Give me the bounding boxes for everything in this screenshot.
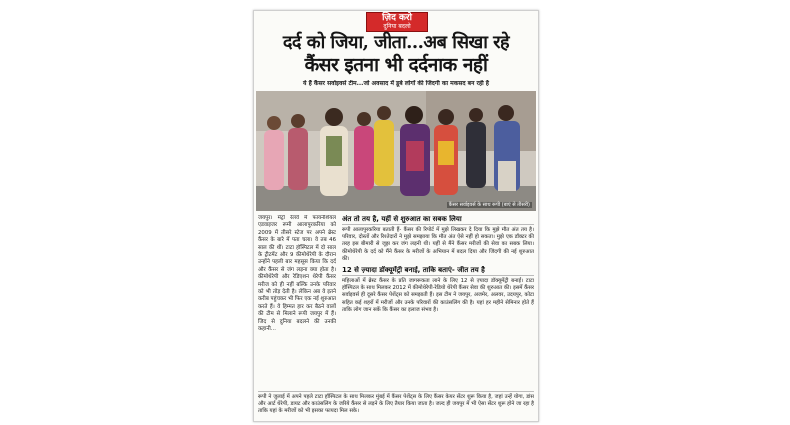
section-heading-1: अंत तो तय है, यहीं से शुरुआत का सबक लिया xyxy=(342,215,534,225)
masthead-logo xyxy=(366,12,428,32)
logo-line-2: दुनिया बदलो xyxy=(383,23,411,30)
article-body xyxy=(342,215,534,389)
section-heading-2: 12 से ज़्यादा डॉक्यूमेंट्री बनाई, ताकि बताएं- जीत तय है xyxy=(342,266,534,276)
bottom-paragraph: रूपी ने जुलाई में अपने पहले टाटा हॉस्पिटल के साथ मिलकर मुंबई में कैंसर पेशेंट्स के लिए कैंसर केयर सेंटर शुरू किया है, जहां उन्हें योगा, डांस और आर्ट थेरेपी, डायट और काउंसलिंग के जरिये कैंसर से लड़ने के लिए तैयार किया जाता है। जल्द ही जयपुर में भी ऐसा सेंटर शुरू होने जा रहा है ताकि यहां के मरीजों को भी इसका फायदा मिल सके। xyxy=(258,391,534,422)
subheadline: ये हैं कैंसर सर्वाइवर्स टीम...जो अवसाद में डूबे लोगों की जिंदगी का मकसद बन रही है xyxy=(303,80,489,87)
logo-line-1: ज़िद करो xyxy=(382,13,412,23)
photo-caption: कैंसर सर्वाइवर्स के साथ रूपी (बाएं से तीसरी) xyxy=(448,202,530,208)
group-photo-illustration xyxy=(256,91,536,211)
group-photo xyxy=(256,91,536,211)
intro-column: जयपुर। मेट्रो रेलवे में फायनेंशियल एडवाइजर रूमी आलापुरकरिया को 2009 में तीसरे स्टेज पर अपने ब्रेस्ट कैंसर के बारे में पता चला। वे तब 46 साल की थीं। टाटा हॉस्पिटल में दो साल के ट्रीटमेंट और 9 कीमोथेरेपी के दौरान उन्होंने पहली बार महसूस किया कि दर्द और कैंसर से जंग लड़ना क्या होता है। कीमोथेरेपी और रेडिएशन थेरेपी कैंसर मरीज को ही नहीं बल्कि उनके परिवार को भी तोड़ देती है। लेकिन अब वे इतने करीब पहुंचकर भी फिर एक नई शुरुआत करते हैं। वे हिम्मत हार कर बैठने वालों की टीम से मिलाने रूपी जयपुर में हैं। जिद से दुनिया बदलने की उनकी कहानी... xyxy=(258,215,336,333)
headline-line-1: दर्द को जिया, जीता...अब सिखा रहे xyxy=(282,32,510,53)
section-text-2: महिलाओं में ब्रेस्ट कैंसर के प्रति जागरूकता लाने के लिए 12 से ज़्यादा डॉक्यूमेंट्री बनाईं। टाटा हॉस्पिटल के साथ मिलकर 2012 में कीमोथेरेपी-रेडियो थेरेपी कैंसर सेवा की शुरुआत की। इसमें कैंसर सर्वाइवर्स ही दूसरे कैंसर पेशेंट्स को समझाती हैं। इस टीम ने जयपुर, अजमेर, अलवर, उदयपुर, कोटा सहित कई शहरों में मरीजों और उनके परिवारों की काउंसलिंग की है। यहां हर महीने सेमिनार होते हैं ताकि लोग जान सकें कि कैंसर का इलाज संभव है। xyxy=(342,278,534,313)
newspaper-clipping xyxy=(253,10,539,422)
headline-line-2: कैंसर इतना भी दर्दनाक नहीं xyxy=(304,54,488,76)
section-text-1: रूपी आलापुरकरिया बताती हैं- कैंसर की रिपोर्ट में मुझे लिखकर दे दिया कि मुझे मौत अंत तय है। परिवार, दोस्तों और रिश्तेदारों ने मुझे समझाया कि मौत अंत ऐसे नहीं हो सकता। मुझे एक डॉक्टर की तरह इस बीमारी से जूझ कर जंग लड़नी थी। यहीं से मैंने कैंसर मरीजों की सेवा का सबक लिया। कीमोथेरेपी के दर्द को मैंने कैंसर के मरीजों के अभियान में बदल दिया और जिंदगी की नई शुरुआत की। xyxy=(342,227,534,262)
